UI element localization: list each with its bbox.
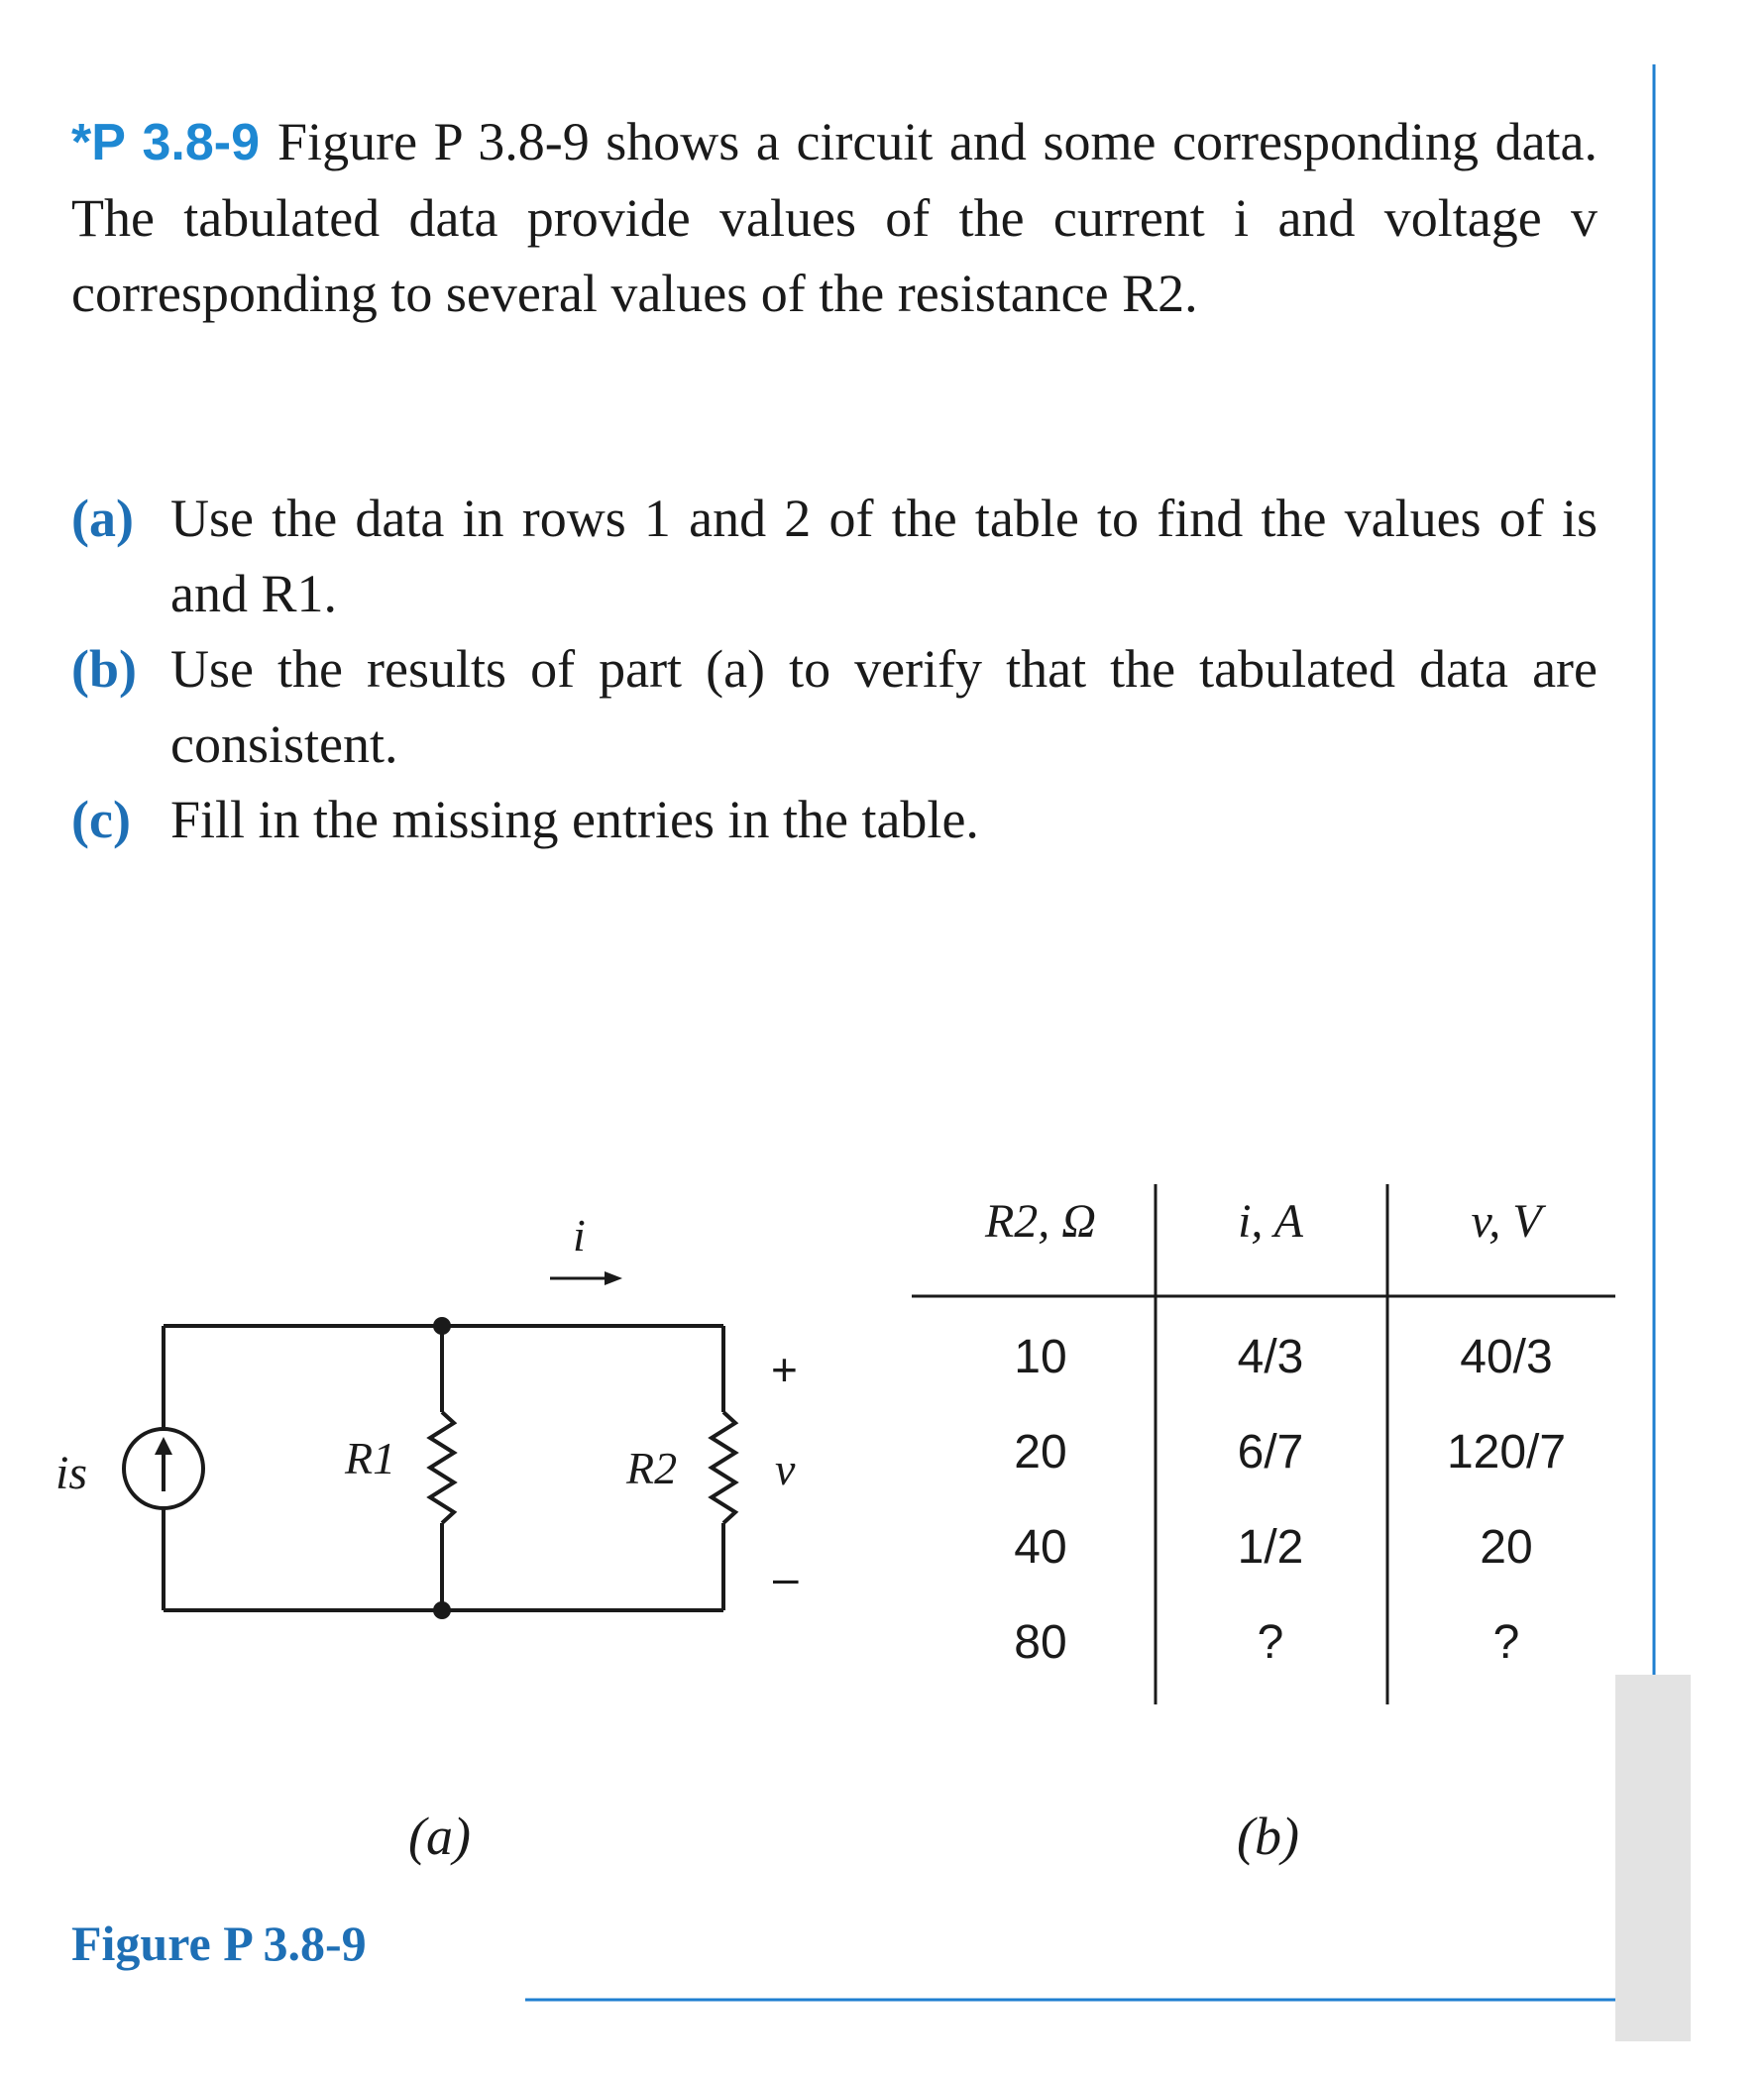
part-c-label: (c) [71, 790, 131, 849]
table-sublabel: (b) [1237, 1807, 1299, 1866]
table-header-i: i, A [1238, 1195, 1303, 1248]
table-cell: 4/3 [1237, 1331, 1304, 1383]
table-cell: 40 [1014, 1521, 1067, 1574]
table-cell: 6/7 [1237, 1426, 1304, 1479]
table-cell: 20 [1014, 1426, 1067, 1479]
table-cell: 1/2 [1237, 1521, 1304, 1574]
part-c-text: Fill in the missing entries in the table. [170, 790, 979, 849]
table-cell: 120/7 [1446, 1426, 1567, 1479]
part-b-label: (b) [71, 639, 137, 699]
table-header-r2: R2, Ω [984, 1195, 1097, 1248]
problem-number: *P 3.8-9 [71, 114, 261, 171]
circuit-sublabel: (a) [408, 1807, 471, 1866]
table-cell: 10 [1014, 1331, 1067, 1383]
current-label: i [573, 1210, 586, 1260]
voltage-label: v [775, 1444, 796, 1494]
minus-sign: – [773, 1552, 799, 1603]
r1-label: R1 [345, 1433, 396, 1483]
table-cell: 40/3 [1460, 1331, 1553, 1383]
table-cell: ? [1492, 1616, 1520, 1669]
part-a-text: Use the data in rows 1 and 2 of the table to find the values of is and R1. [170, 489, 1598, 623]
r2-label: R2 [626, 1443, 678, 1493]
table-header-v: v, V [1471, 1195, 1542, 1248]
figure-caption: Figure P 3.8-9 [71, 1916, 367, 1971]
table-cell: 80 [1014, 1616, 1067, 1669]
source-label: is [55, 1447, 88, 1499]
table-cell: ? [1257, 1616, 1284, 1669]
part-b-text: Use the results of part (a) to verify that the tabulated data are consistent. [170, 639, 1598, 774]
part-a-label: (a) [71, 489, 134, 548]
problem-text: Figure P 3.8-9 shows a circuit and some corresponding data. The tabulated data provide values of the current i and voltage v corresponding to several values of the resistance R2. [71, 112, 1599, 323]
table-cell: 20 [1480, 1521, 1533, 1574]
plus-sign: + [771, 1344, 798, 1395]
